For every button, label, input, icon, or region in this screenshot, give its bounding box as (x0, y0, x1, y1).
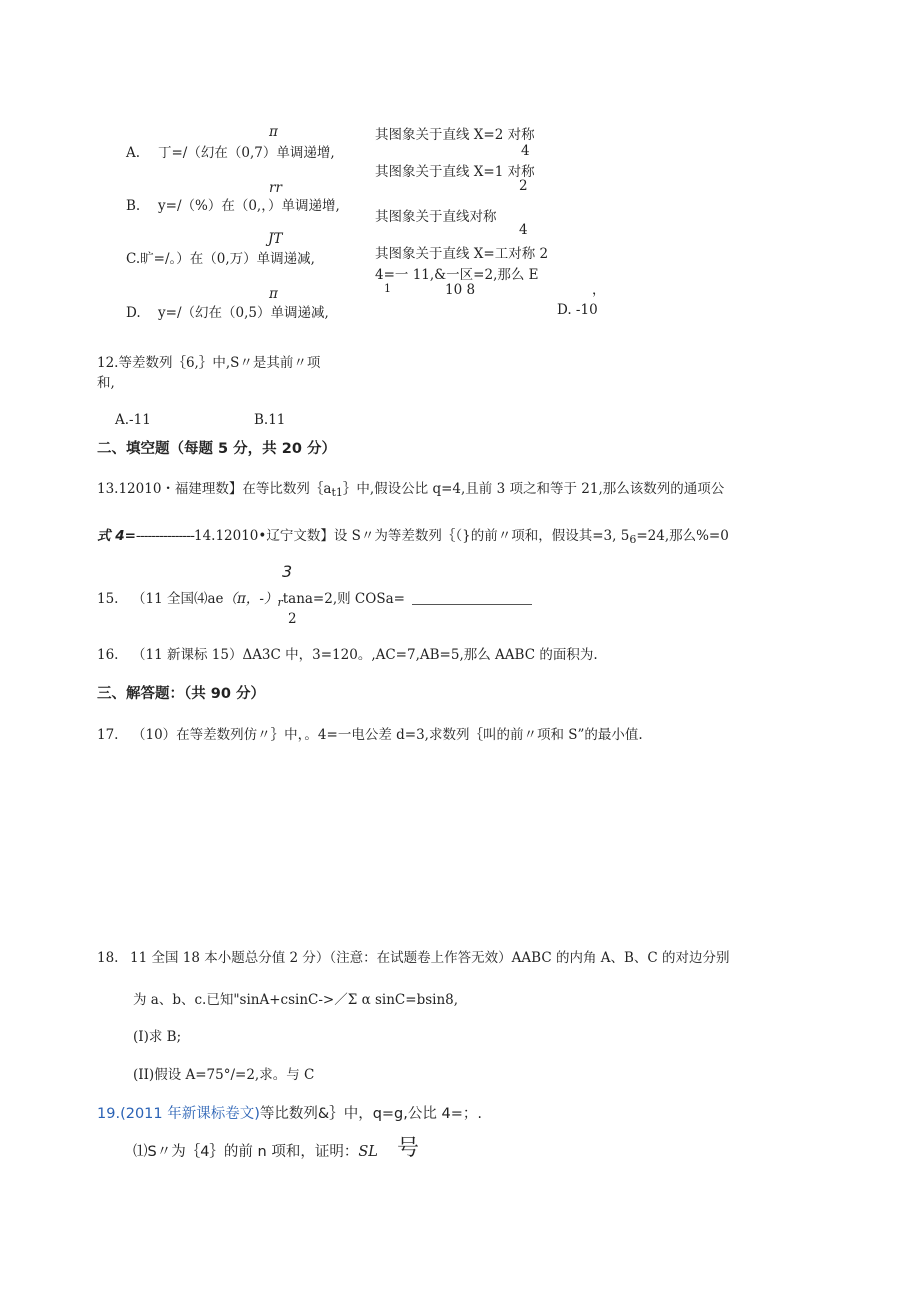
q14-text-end: =24,那么%=0 (636, 528, 729, 544)
q19-part1 (133, 1144, 378, 1160)
q11-a-right: 其图象关于直线 X=2 对称 (375, 127, 535, 143)
q18-part2: (II)假设 A=75°/=2,求。与 C (133, 1067, 315, 1083)
q16-text: （11 新课标 15）ΔA3C 中，3=120。,AC=7,AB=5,那么 AABC 的面积为. (132, 647, 598, 663)
q11-b-pi: rr (269, 180, 282, 196)
q14-line (97, 528, 729, 548)
q15-sub: r (277, 596, 283, 609)
q15-text-b: （π，-） (223, 591, 278, 607)
q15-text (132, 591, 405, 611)
q11-option-a-text: 丁=/（幻在（0,7）单调递增, (158, 145, 335, 161)
q19-part1-b: SL (358, 1144, 378, 1160)
q12-given-line: 4=一 11,&一区=2,那么 E (375, 267, 539, 283)
q19-part1-a: ⑴S〃为｛4｝的前 n 项和，证明： (133, 1144, 359, 1160)
q12-option-b: B.11 (254, 412, 286, 428)
q11-a-right-den: 4 (521, 143, 530, 159)
q12-given-frac: 10 8 (445, 282, 476, 298)
q15-num-top: 3 (282, 562, 293, 581)
q11-d-pi: π (269, 286, 278, 302)
q19-text: 等比数列&｝中，q=g,公比 4=；. (259, 1106, 482, 1122)
q12-given-comma: ， (592, 282, 606, 298)
q11-c-right: 其图象关于直线对称 (375, 209, 497, 225)
q18-label: 18. (97, 950, 119, 966)
q14-text: 14.12010•辽宁文数】设 S〃为等差数列｛（}的前〃项和，假设其=3, 5 (193, 528, 630, 544)
q15-answer-blank (412, 604, 532, 605)
q13-text (97, 481, 724, 501)
q11-option-b-label: B. (126, 198, 141, 214)
q11-c-right-den: 4 (519, 222, 528, 238)
q11-d-right: 其图象关于直线 X=工对称 2 (375, 246, 549, 262)
q11-option-d-text: y=/（幻在（0,5）单调递减, (158, 305, 329, 321)
q13-text-b: ｝中,假设公比 q=4,且前 3 项之和等于 21,那么该数列的通项公 (342, 481, 725, 497)
q18-line1: 11 全国 18 本小题总分值 2 分）（注意：在试题卷上作答无效）AABC 的内角 A、B、C 的对边分别 (130, 950, 730, 966)
q12-line2: 和, (97, 375, 115, 391)
q15-text-c: tana=2,则 COSa= (282, 591, 405, 607)
q15-label: 15. (97, 591, 119, 607)
q11-option-d-label: D. (126, 305, 141, 321)
q19-line (97, 1106, 482, 1122)
q11-b-right-den: 2 (519, 178, 528, 194)
q19-source: (2011 年新课标卷文) (120, 1106, 260, 1122)
q14-prefix: 式 4= (97, 528, 136, 544)
section-fill-in-heading: 二、填空题（每题 5 分，共 20 分） (97, 441, 336, 457)
q12-option-a: A.-11 (115, 412, 151, 428)
q16-label: 16. (97, 647, 119, 663)
q11-option-c-text: C.旷=/。）在（0,万）单调递减, (126, 251, 315, 267)
q13-text-a: 13.12010・福建理数】在等比数列｛a (97, 481, 332, 497)
q15-text-a: （11 全国⑷ae (132, 591, 224, 607)
q11-b-right: 其图象关于直线 X=1 对称 (375, 164, 535, 180)
q12-line1: 12.等差数列｛6,｝中,S〃是其前〃项 (97, 355, 321, 371)
q12-option-d: D. -10 (557, 302, 598, 318)
q17-text: （10）在等差数列仿〃｝中，。4=一电公差 d=3,求数列｛叫的前〃项和 S”的最小值. (132, 727, 643, 743)
q12-given-sub: 1 (384, 282, 391, 295)
q11-c-pi: JT (268, 231, 283, 247)
q11-option-b-text: y=/（%）在（0,，）单调递增, (158, 198, 340, 214)
q18-line2: 为 a、b、c.已知"sinA+csinC->／Σ α sinC=bsin8, (133, 992, 459, 1008)
q14-sub: 6 (629, 533, 637, 546)
q18-part1: (I)求 B; (133, 1029, 182, 1045)
section-answer-heading: 三、解答题：（共 90 分） (97, 686, 266, 702)
q13-sub: t1 (331, 486, 343, 499)
q19-num: 19. (97, 1106, 121, 1122)
q17-label: 17. (97, 727, 119, 743)
q19-part1-c: 号 (397, 1136, 420, 1161)
q15-den: 2 (288, 611, 297, 627)
q11-option-a-label: A. (126, 145, 141, 161)
q11-a-pi: π (269, 124, 278, 140)
q14-blank: --------------- (135, 528, 194, 544)
